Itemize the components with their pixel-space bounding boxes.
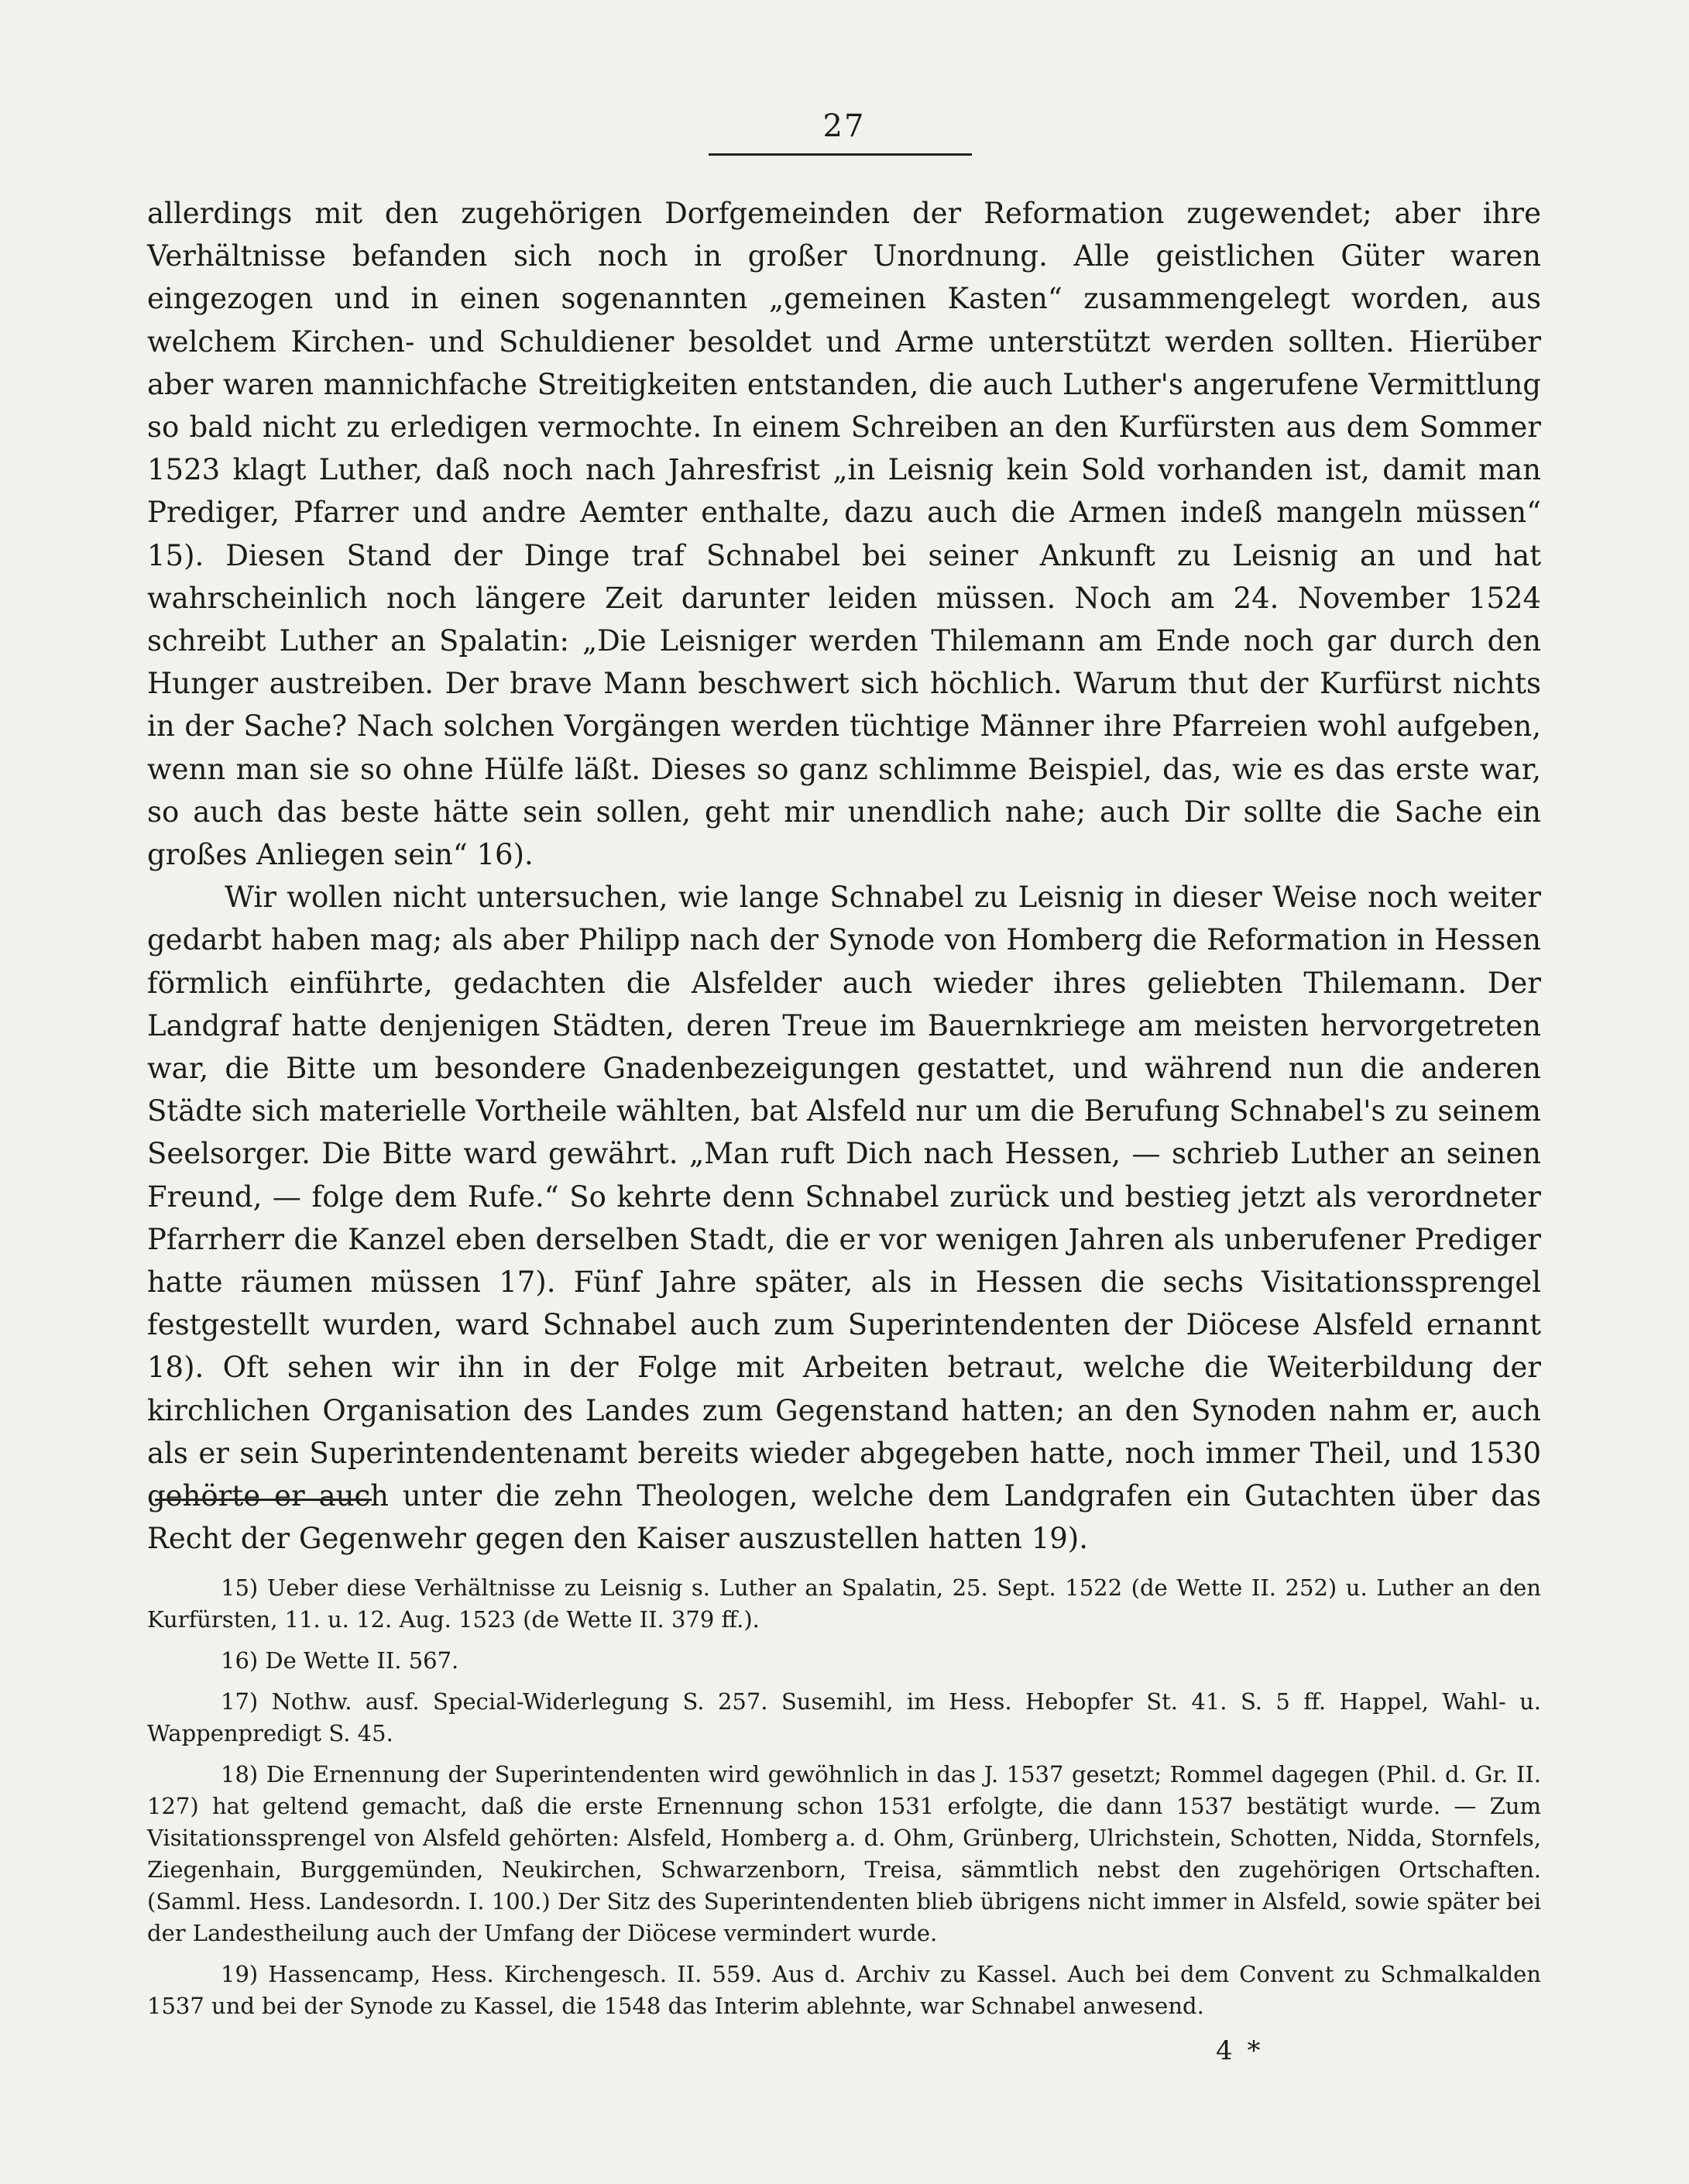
header-rule bbox=[709, 153, 972, 156]
paragraph: Wir wollen nicht untersuchen, wie lange Schnabel zu Leisnig in dieser Weise noch weiter gedarbt haben mag; als aber Philipp nach der Synode von Homberg die Reformation in Hessen förmlich einführte, gedachten die Alsfelder auch wieder ihres geliebten Thilemann. Der Landgraf hatte denjenigen Städten, deren Treue im Bauernkriege am meisten hervorgetreten war, die Bitte um besondere Gnadenbezeigungen gestattet, und während nun die anderen Städte sich materielle Vortheile wählten, bat Alsfeld nur um die Berufung Schnabel's zu seinem Seelsorger. Die Bitte ward gewährt. „Man ruft Dich nach Hessen, — schrieb Luther an seinen Freund, — folge dem Rufe.“ So kehrte denn Schnabel zurück und bestieg jetzt als verordneter Pfarrherr die Kanzel eben derselben Stadt, die er vor wenigen Jahren als unberufener Prediger hatte räumen müssen 17). Fünf Jahre später, als in Hessen die sechs Visitationssprengel festgestellt wurden, ward Schnabel auch zum Superintendenten der Diöcese Alsfeld ernannt 18). Oft sehen wir ihn in der Folge mit Arbeiten betraut, welche die Weiterbildung der kirchlichen Organisation des Landes zum Gegenstand hatten; an den Synoden nahm er, auch als er sein Superintendentenamt bereits wieder abgegeben hatte, noch immer Theil, und 1530 gehörte er auch unter die zehn Theologen, welche dem Landgrafen ein Gutachten über das Recht der Gegenwehr gegen den Kaiser auszustellen hatten 19). bbox=[147, 881, 1541, 1556]
sheet-signature: 4 * bbox=[1216, 2035, 1264, 2066]
paragraph: allerdings mit den zugehörigen Dorfgemeinden der Reformation zugewendet; aber ihre Verhältnisse befanden sich noch in großer Unordnung. Alle geistlichen Güter waren eingezogen und in einen sogenannten „gemeinen Kasten“ zusammengelegt worden, aus welchem Kirchen- und Schuldiener besoldet und Arme unterstützt werden sollten. Hierüber aber waren mannichfache Streitigkeiten entstanden, die auch Luther's angerufene Vermittlung so bald nicht zu erledigen vermochte. In einem Schreiben an den Kurfürsten aus dem Sommer 1523 klagt Luther, daß noch nach Jahresfrist „in Leisnig kein Sold vorhanden ist, damit man Prediger, Pfarrer und andre Aemter enthalte, dazu auch die Armen indeß mangeln müssen“ 15). Diesen Stand der Dinge traf Schnabel bei seiner Ankunft zu Leisnig an und hat wahrscheinlich noch längere Zeit darunter leiden müssen. Noch am 24. November 1524 schreibt Luther an Spalatin: „Die Leisniger werden Thilemann am Ende noch gar durch den Hunger austreiben. Der brave Mann beschwert sich höchlich. Warum thut der Kurfürst nichts in der Sache? Nach solchen Vorgängen werden tüchtige Männer ihre Pfarreien wohl aufgeben, wenn man sie so ohne Hülfe läßt. Dieses so ganz schlimme Beispiel, das, wie es das erste war, so auch das beste hätte sein sollen, geht mir unendlich nahe; auch Dir sollte die Sache ein großes Anliegen sein“ 16). bbox=[147, 197, 1541, 872]
page-number: 27 bbox=[822, 108, 866, 144]
footnote-15: 15) Ueber diese Verhältnisse zu Leisnig s. Luther an Spalatin, 25. Sept. 1522 (de Wette II. 252) u. Luther an den Kurfürsten, 11. u. 12. Aug. 1523 (de Wette II. 379 ff.). bbox=[147, 1574, 1541, 1633]
footnote-19: 19) Hassencamp, Hess. Kirchengesch. II. 559. Aus d. Archiv zu Kassel. Auch bei dem Convent zu Schmalkalden 1537 und bei der Synode zu Kassel, die 1548 das Interim ablehnte, war Schnabel anwesend. bbox=[147, 1961, 1541, 2019]
footnote-17: 17) Nothw. ausf. Special-Widerlegung S. 257. Susemihl, im Hess. Hebopfer St. 41. S. 5 ff. Happel, Wahl- u. Wappenpredigt S. 45. bbox=[147, 1688, 1541, 1746]
footnotes bbox=[147, 1572, 1541, 2031]
footnote-16: 16) De Wette II. 567. bbox=[221, 1647, 459, 1674]
footnote-18: 18) Die Ernennung der Superintendenten wird gewöhnlich in das J. 1537 gesetzt; Rommel dagegen (Phil. d. Gr. II. 127) hat geltend gemacht, daß die erste Ernennung schon 1531 erfolgte, die dann 1537 bestätigt wurde. — Zum Visitationssprengel von Alsfeld gehörten: Alsfeld, Homberg a. d. Ohm, Grünberg, Ulrichstein, Schotten, Nidda, Stornfels, Ziegenhain, Burggemünden, Neukirchen, Schwarzenborn, Treisa, sämmtlich nebst den zugehörigen Ortschaften. (Samml. Hess. Landesordn. I. 100.) Der Sitz des Superintendenten blieb übrigens nicht immer in Alsfeld, sowie später bei der Landestheilung auch der Umfang der Diöcese vermindert wurde. bbox=[147, 1761, 1541, 1946]
body-text bbox=[147, 192, 1541, 1561]
footnote-rule bbox=[155, 1499, 372, 1501]
